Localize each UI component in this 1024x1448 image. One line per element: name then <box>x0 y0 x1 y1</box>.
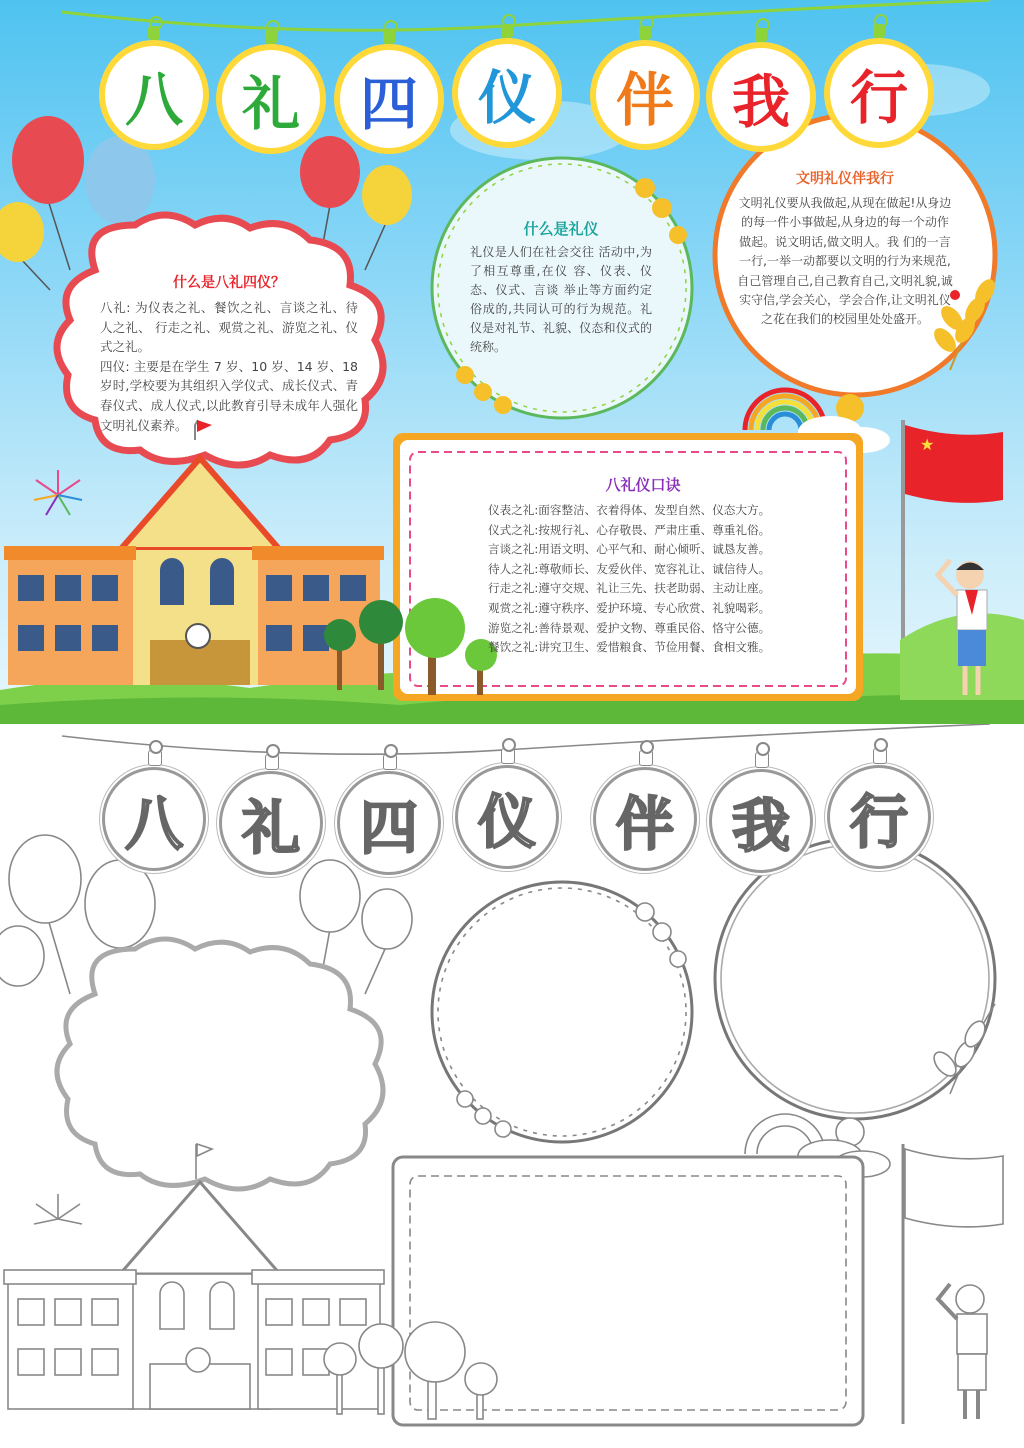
cloud-para-2: 四仪: 主要是在学生 7 岁、10 岁、14 岁、18 岁时,学校要为其组织入学仪式、成长仪式、青春仪式、成人仪式,以此教育引导未成年人强化文明礼仪素养。 <box>100 358 358 433</box>
rhyme-line-3: 言谈之礼:用语文明、心平气和、耐心倾听、诚恳友善。 <box>488 542 771 557</box>
firework-colored <box>34 470 82 515</box>
title-row-lineart <box>0 724 1024 874</box>
title-char-7: 行 <box>830 44 928 142</box>
lineart-title-char-5: 伴 <box>596 770 694 868</box>
rhyme-heading: 八礼仪口诀 <box>605 476 681 494</box>
lineart-title-char-1: 八 <box>105 770 203 868</box>
orange-text: 文明礼仪要从我做起,从现在做起!从身边的每一件小事做起,从身边的每一个动作做起。说文明话,做文明人。我 们的一言一行,一举一动都要以文明的行为来规范,自己管理自己,自己教育自己,文明礼貌,诚实守信,学会关心，学会合作,让文明礼仪之花在我们的校园里处处盛开。 <box>737 196 953 327</box>
cloud-textbox <box>100 272 358 435</box>
lineart-title-char-2: 礼 <box>222 774 320 872</box>
rhyme-line-8: 餐饮之礼:讲究卫生、爱惜粮食、节俭用餐、食相文雅。 <box>488 640 771 655</box>
vine-textbox <box>470 218 652 357</box>
lineart-title-char-3: 四 <box>340 774 438 872</box>
rhyme-line-4: 待人之礼:尊敬师长、友爱伙伴、宽容礼让、诚信待人。 <box>488 561 771 576</box>
orange-textbox <box>737 168 953 330</box>
title-row-colored <box>0 0 1024 150</box>
lineart-title-char-7: 行 <box>830 768 928 866</box>
rhyme-line-2: 仪式之礼:按规行礼、心存敬畏、严肃庄重、尊重礼俗。 <box>488 522 771 537</box>
vine-text: 礼仪是人们在社会交往 活动中,为了相互尊重,在仪 容、仪表、仪态、仪式、言谈 举止等方面约定俗成的,共同认可的行为规范。礼仪是对礼节、礼貌、仪态和仪式的统称。 <box>470 245 652 354</box>
rhyme-line-6: 观赏之礼:遵守秩序、爱护环境、专心欣赏、礼貌喝彩。 <box>488 600 771 615</box>
orange-heading: 文明礼仪伴我行 <box>796 171 894 187</box>
cloud-heading: 什么是八礼四仪？ <box>173 275 285 291</box>
lineart-handout <box>0 724 1024 1448</box>
svg-text:★: ★ <box>920 435 935 454</box>
title-char-6: 我 <box>712 48 810 146</box>
rhyme-line-5: 行走之礼:遵守交规、礼让三先、扶老助弱、主动让座。 <box>488 581 771 596</box>
rhyme-line-7: 游览之礼:善待景观、爱护文物、尊重民俗、恪守公德。 <box>488 620 771 635</box>
rhyme-line-1: 仪表之礼:面容整洁、衣着得体、发型自然、仪态大方。 <box>488 503 771 517</box>
title-char-2: 礼 <box>222 50 320 148</box>
title-char-4: 仪 <box>458 44 556 142</box>
title-char-5: 伴 <box>596 46 694 144</box>
title-char-3: 四 <box>340 50 438 148</box>
lineart-title-char-6: 我 <box>712 772 810 870</box>
cloud-para-1: 八礼: 为仪表之礼、餐饮之礼、言谈之礼、待人之礼、 行走之礼、观赏之礼、游览之礼、仪式之礼。 <box>100 300 358 355</box>
rhyme-textbox <box>488 474 798 658</box>
vine-heading: 什么是礼仪 <box>523 220 599 238</box>
title-char-1: 八 <box>105 46 203 144</box>
lineart-title-char-4: 仪 <box>458 768 556 866</box>
